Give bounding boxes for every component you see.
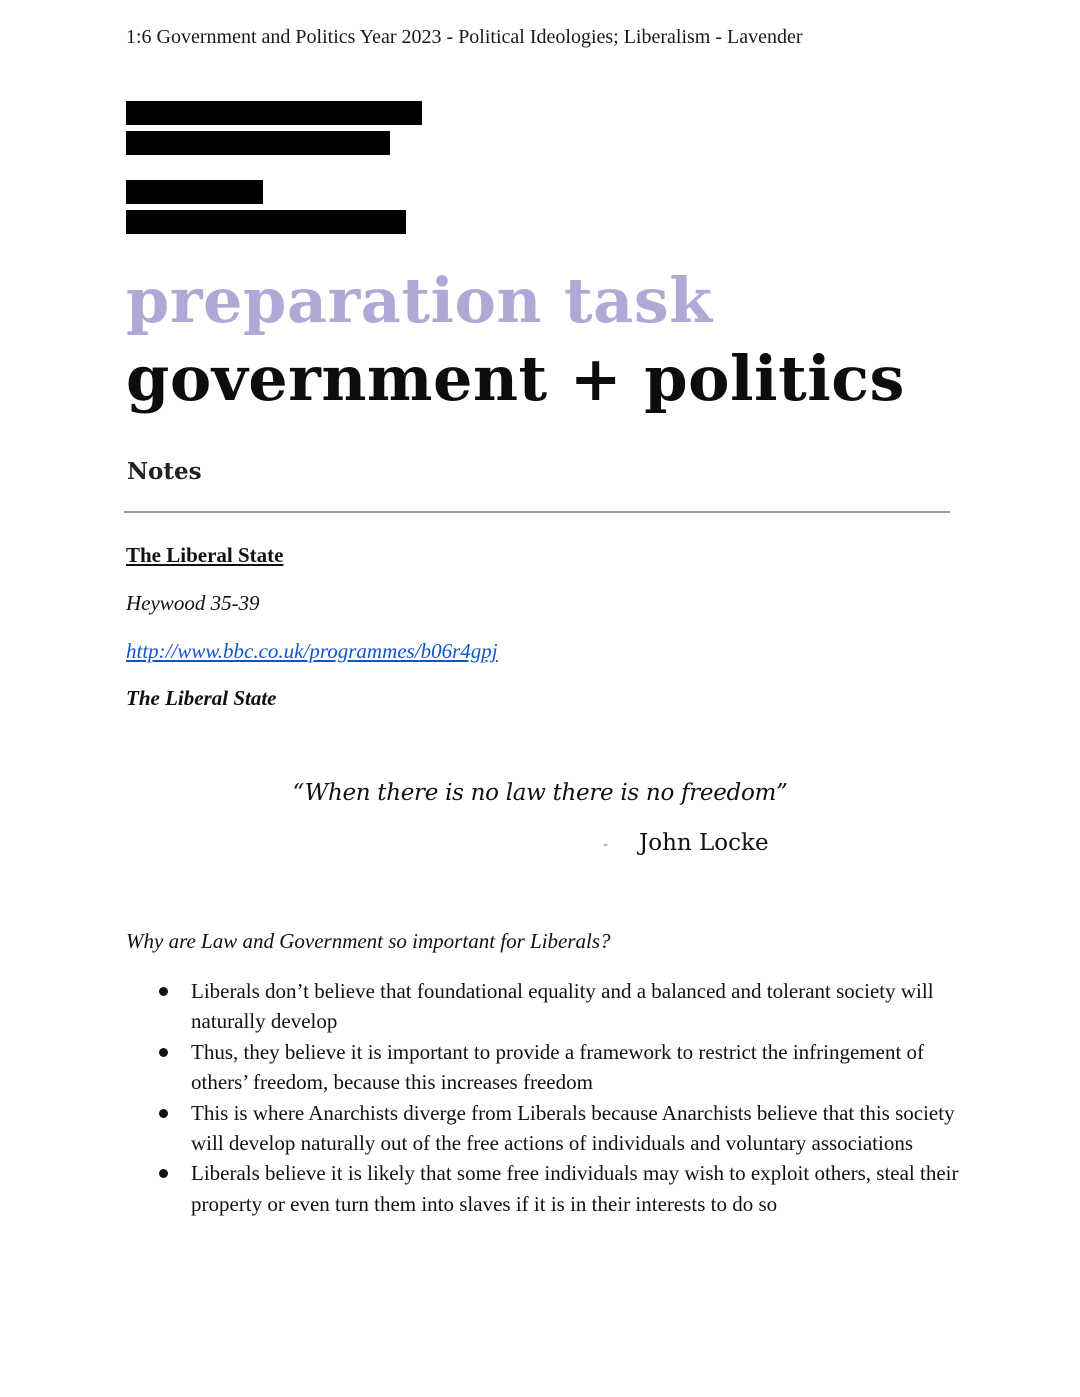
quote-text: “When there is no law there is no freedom” (292, 780, 788, 806)
attribution-dash: - (603, 835, 609, 853)
list-item-text: Thus, they believe it is important to provide a framework to restrict the infringement of others’ freedom, because this increases freedom (191, 1039, 925, 1095)
list-item-text: Liberals don’t believe that foundational equality and a balanced and tolerant society will naturally develop (191, 979, 934, 1034)
list-item-text: Liberals believe it is likely that some free individuals may wish to exploit others, steal their property or even turn them into slaves if it is in their interests to do so (191, 1161, 959, 1216)
bullet-icon (159, 1048, 168, 1057)
question-text: Why are Law and Government so important for Liberals? (126, 929, 611, 953)
list-item (155, 1098, 970, 1159)
redaction-bar (126, 101, 422, 125)
notes-label: Notes (127, 458, 202, 485)
bullet-icon (159, 1169, 168, 1178)
bbc-programme-link[interactable]: http://www.bbc.co.uk/programmes/b06r4gpj (126, 639, 498, 663)
list-item (155, 1037, 970, 1098)
section-heading: The Liberal State (126, 543, 284, 567)
list-item (155, 976, 970, 1037)
section-subheading: The Liberal State (126, 686, 277, 710)
bullet-icon (159, 1109, 168, 1118)
horizontal-divider (124, 511, 950, 513)
redaction-bar (126, 131, 390, 155)
list-item-text: This is where Anarchists diverge from Liberals because Anarchists believe that this society will develop naturally out of the free actions of individuals and voluntary associations (191, 1100, 955, 1156)
title-preparation-task: preparation task (126, 264, 713, 337)
redaction-bar (126, 210, 406, 234)
quote-author: John Locke (639, 830, 769, 856)
list-item (155, 1158, 970, 1219)
quote-attribution (603, 830, 769, 856)
bullet-icon (159, 987, 168, 996)
redaction-bar (126, 180, 263, 204)
bullet-list (155, 976, 970, 1219)
document-header: 1:6 Government and Politics Year 2023 - Political Ideologies; Liberalism - Lavender (126, 26, 803, 48)
reference-text: Heywood 35-39 (126, 591, 260, 615)
title-government-politics: government + politics (126, 342, 905, 415)
